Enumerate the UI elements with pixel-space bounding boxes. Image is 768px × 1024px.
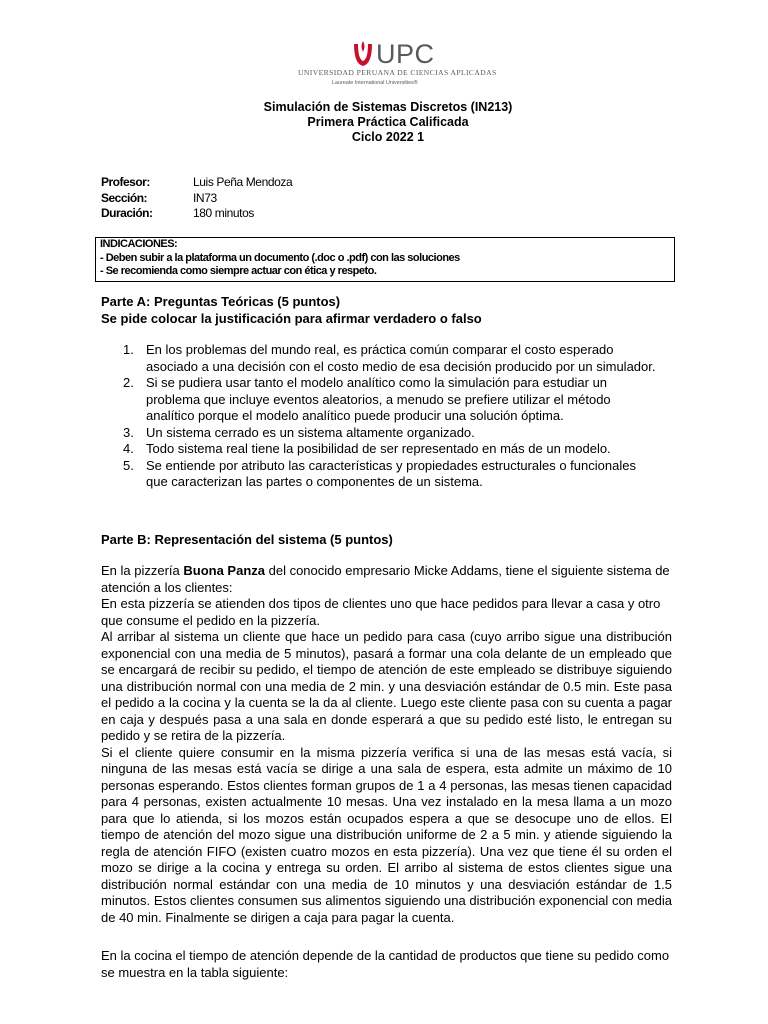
parte-b-paragraph-3: Si el cliente quiere consumir en la misma pizzería verifica si una de las mesas está vacía, si ninguna de las mesas está vacía se dirige a una sala de espera, esta admite un máximo de 10 personas esperando. Estos clientes forman grupos de 1 a 4 personas, las mesas tienen capacidad para 4 personas, existen actualmente 10 mesas. Una vez instalado en la mesa llama a un mozo para que lo atienda, si los mozos están ocupados espera a que se desocupe uno de ellos. El tiempo de atención del mozo sigue una distribución uniforme de 2 a 5 min. y atiende siguiendo la regla de atención FIFO (existen cuatro mozos en esta pizzería). Una vez que tiene él su orden el mozo se dirige a la cocina y entrega su orden. El arribo al sistema de estos clientes sigue una distribución normal estándar con una media de 10 minutos y una desviación estándar de 1.5 minutos. Estos clientes consumen sus alimentos siguiendo una distribución exponencial con media de 40 min. Finalmente se dirigen a caja para pagar la cuenta. bbox=[101, 744, 672, 925]
indicaciones-title: INDICACIONES: bbox=[100, 238, 178, 250]
indicaciones-line-1: - Deben subir a la plataforma un documento (.doc o .pdf) con las soluciones bbox=[100, 251, 460, 264]
parte-a-title: Parte A: Preguntas Teóricas (5 puntos) bbox=[101, 294, 341, 309]
upc-logo-icon bbox=[351, 40, 375, 68]
list-item-text: Un sistema cerrado es un sistema altamente organizado. bbox=[146, 424, 475, 440]
indicaciones-line-2: - Se recomienda como siempre actuar con ética y respeto. bbox=[100, 265, 377, 277]
parte-b-paragraph-1: En esta pizzería se atienden dos tipos de clientes uno que hace pedidos para llevar a casa y otro que consume el pedido en la pizzería. bbox=[101, 596, 661, 628]
list-item-text: En los problemas del mundo real, es práctica común comparar el costo esperado asociado a una decisión con el costo medio de esa decisión producido por un simulador. bbox=[146, 342, 656, 374]
indicaciones-box bbox=[95, 237, 675, 282]
list-item bbox=[101, 425, 661, 442]
parte-b-intro bbox=[101, 563, 672, 596]
parte-b-body bbox=[101, 563, 672, 926]
parte-b-paragraph-2: Al arribar al sistema un cliente que hace un pedido para casa (cuyo arribo sigue una distribución exponencial con una media de 5 minutos), pasará a formar una cola delante de un empleado que se encargará de recibir su pedido, el tiempo de atención de este empleado se distribuye siguiendo una distribución normal con una media de 2 min. y una desviación estándar de 0.5 min. Este pasa el pedido a la cocina y la cuenta se la da al cliente. Luego este cliente pasa con su cuenta a pagar en caja y después pasa a una sala en donde esperará a que su pedido esté listo, le entregan su pedido y se retira de la pizzería. bbox=[101, 629, 672, 743]
profesor-label: Profesor: bbox=[101, 175, 150, 189]
list-item-number: 2. bbox=[123, 375, 134, 390]
parte-b-paragraph-4: En la cocina el tiempo de atención depende de la cantidad de productos que tiene su pedido como se muestra en la tabla siguiente: bbox=[101, 948, 670, 980]
exam-title: Primera Práctica Calificada bbox=[307, 115, 469, 129]
parte-a-question-list bbox=[101, 342, 661, 491]
intro-before-text: En la pizzería bbox=[101, 563, 184, 578]
parte-b-title: Parte B: Representación del sistema (5 puntos) bbox=[101, 532, 393, 547]
intro-after-text: del conocido empresario Micke Addams, tiene el siguiente sistema de atención a los clientes: bbox=[101, 563, 670, 595]
duracion-value: 180 minutos bbox=[193, 206, 254, 220]
pizzeria-name: Buona Panza bbox=[183, 563, 265, 578]
list-item-number: 5. bbox=[123, 457, 134, 473]
list-item-text: Se entiende por atributo las características y propiedades estructurales o funcionales que caracterizan las partes o componentes de un sistema. bbox=[146, 457, 636, 489]
profesor-value: Luis Peña Mendoza bbox=[193, 175, 293, 189]
list-item-number: 4. bbox=[123, 441, 134, 456]
seccion-value: IN73 bbox=[193, 191, 217, 205]
duracion-label: Duración: bbox=[101, 206, 153, 220]
course-title: Simulación de Sistemas Discretos (IN213) bbox=[263, 100, 513, 114]
list-item bbox=[101, 458, 661, 491]
list-item bbox=[101, 441, 661, 458]
list-item bbox=[101, 375, 661, 425]
logo-university-name: UNIVERSIDAD PERUANA DE CIENCIAS APLICADAS bbox=[298, 68, 497, 77]
list-item-text: Todo sistema real tiene la posibilidad de ser representado en más de un modelo. bbox=[146, 441, 611, 456]
cycle-title: Ciclo 2022 1 bbox=[351, 130, 425, 144]
logo-brand-text: UPC bbox=[376, 39, 435, 69]
list-item-number: 1. bbox=[123, 342, 134, 357]
list-item-number: 3. bbox=[123, 424, 134, 440]
seccion-label: Sección: bbox=[101, 191, 148, 205]
parte-a-subtitle: Se pide colocar la justificación para afirmar verdadero o falso bbox=[101, 311, 482, 326]
list-item bbox=[101, 342, 661, 375]
list-item-text: Si se pudiera usar tanto el modelo analítico como la simulación para estudiar un problema que incluye eventos aleatorios, a menudo se prefiere utilizar el método analítico porque el modelo analítico puede producir una solución óptima. bbox=[146, 375, 611, 423]
logo-network-text: Laureate International Universities® bbox=[332, 80, 418, 86]
